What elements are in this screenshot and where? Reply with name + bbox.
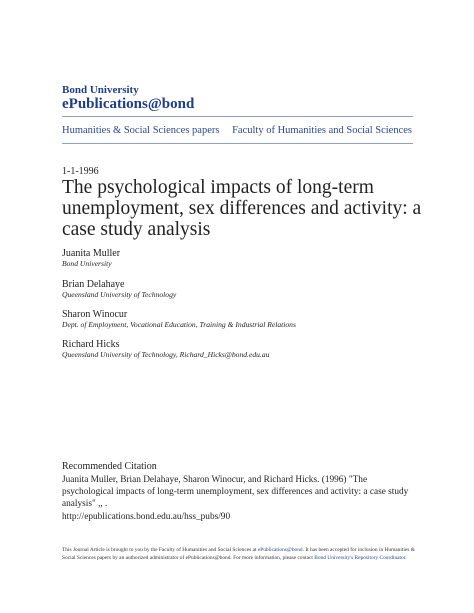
faculty-link[interactable]: Faculty of Humanities and Social Sciences bbox=[232, 125, 412, 136]
document-title: The psychological impacts of long-term unemployment, sex differences and activity: a case study analysis bbox=[62, 177, 422, 240]
author-affiliation: Queensland University of Technology, Richard_Hicks@bond.edu.au bbox=[62, 350, 270, 359]
header-divider-bottom bbox=[62, 143, 413, 144]
author-affiliation: Queensland University of Technology bbox=[62, 290, 177, 299]
citation-text: Juanita Muller, Brian Delahaye, Sharon Winocur, and Richard Hicks. (1996) "The psychological impacts of long-term unemployment, sex differences and activity: a case study analysis" ,, . bbox=[62, 475, 409, 509]
author-affiliation: Dept. of Employment, Vocational Education, Training & Industrial Relations bbox=[62, 320, 296, 329]
footer-text: . It has been accepted for inclusion in Humanities & Social Sciences papers by an authorized administrator of ePublications@bond. For more information, please contact bbox=[62, 547, 415, 561]
author-name: Sharon Winocur bbox=[62, 309, 128, 320]
citation-url[interactable]: http://epublications.bond.edu.au/hss_pubs/90 bbox=[62, 512, 231, 522]
epublications-link[interactable]: ePublications@bond bbox=[257, 547, 303, 553]
header-divider-top bbox=[62, 116, 413, 117]
footer-text: . bbox=[405, 555, 407, 561]
author-name: Richard Hicks bbox=[62, 339, 120, 350]
author-name: Brian Delahaye bbox=[62, 279, 125, 290]
footer-notice bbox=[62, 546, 422, 562]
repository-name[interactable]: ePublications@bond bbox=[62, 96, 195, 112]
repository-coordinator-link[interactable]: Bond University's Repository Coordinator bbox=[314, 555, 406, 561]
publication-date: 1-1-1996 bbox=[62, 166, 99, 177]
collection-link[interactable]: Humanities & Social Sciences papers bbox=[62, 125, 220, 136]
footer-text: This Journal Article is brought to you by the Faculty of Humanities and Social Sciences at bbox=[62, 547, 258, 553]
author-name: Juanita Muller bbox=[62, 248, 121, 259]
citation-heading: Recommended Citation bbox=[62, 461, 157, 472]
author-affiliation: Bond University bbox=[62, 259, 112, 268]
institution-name[interactable]: Bond University bbox=[62, 84, 139, 96]
